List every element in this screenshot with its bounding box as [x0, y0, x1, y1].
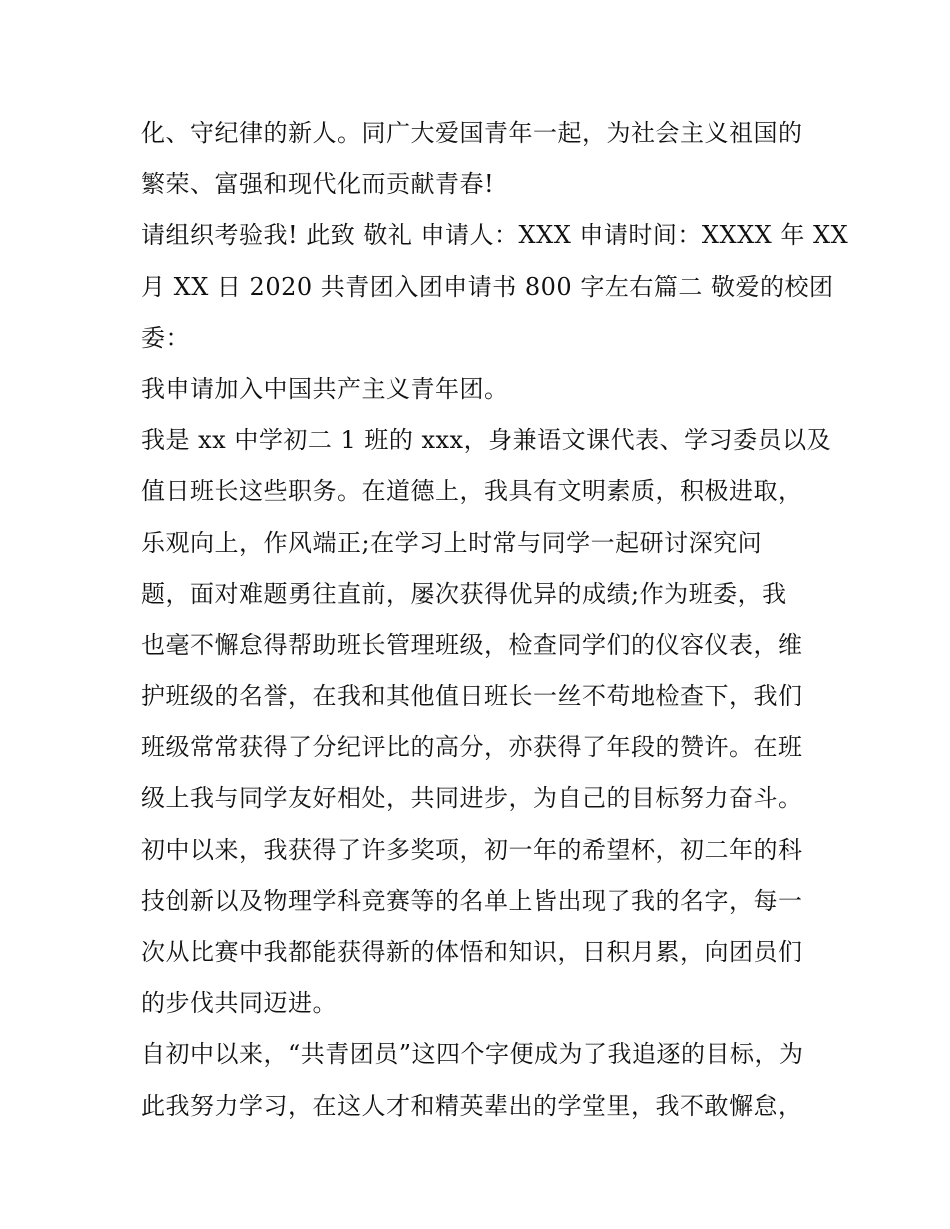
text-line: 护班级的名誉，在我和其他值日班长一丝不苟地检查下，我们	[141, 682, 803, 711]
text-line: 的步伐共同迈进。	[141, 989, 337, 1018]
text-line: 也毫不懈怠得帮助班长管理班级，检查同学们的仪容仪表，维	[141, 630, 803, 659]
text-line: 化、守纪律的新人。同广大爱国青年一起，为社会主义祖国的	[141, 119, 803, 147]
text-line: 题，面对难题勇往直前，屡次获得优异的成绩;作为班委，我	[141, 579, 787, 608]
text-line: 请组织考验我! 此致 敬礼 申请人：XXX 申请时间：XXXX 年 XX	[141, 221, 849, 250]
text-line: 级上我与同学友好相处，共同进步，为自己的目标努力奋斗。	[141, 784, 803, 813]
text-line: 我是 xx 中学初二 1 班的 xxx，身兼语文课代表、学习委员以及	[141, 426, 832, 455]
text-line: 技创新以及物理学科竞赛等的名单上皆出现了我的名字，每一	[141, 886, 803, 915]
document-body	[141, 108, 849, 1132]
text-line: 委：	[141, 323, 190, 352]
text-line: 乐观向上，作风端正;在学习上时常与同学一起研讨深究问	[141, 528, 763, 557]
text-line: 班级常常获得了分纪评比的高分，亦获得了年段的赞许。在班	[141, 733, 803, 762]
text-line: 次从比赛中我都能获得新的体悟和知识，日积月累，向团员们	[141, 938, 803, 966]
text-line: 初中以来，我获得了许多奖项，初一年的希望杯，初二年的科	[141, 835, 803, 864]
text-line: 繁荣、富强和现代化而贡献青春!	[141, 170, 495, 199]
text-line: 自初中以来，“共青团员”这四个字便成为了我追逐的目标，为	[141, 1040, 804, 1069]
text-line: 月 XX 日 2020 共青团入团申请书 800 字左右篇二 敬爱的校团	[141, 272, 834, 301]
text-line: 我申请加入中国共产主义青年团。	[141, 374, 509, 403]
text-line: 此我努力学习，在这人才和精英辈出的学堂里，我不敢懈怠，	[141, 1091, 803, 1120]
text-line: 值日班长这些职务。在道德上，我具有文明素质，积极进取，	[141, 477, 803, 506]
